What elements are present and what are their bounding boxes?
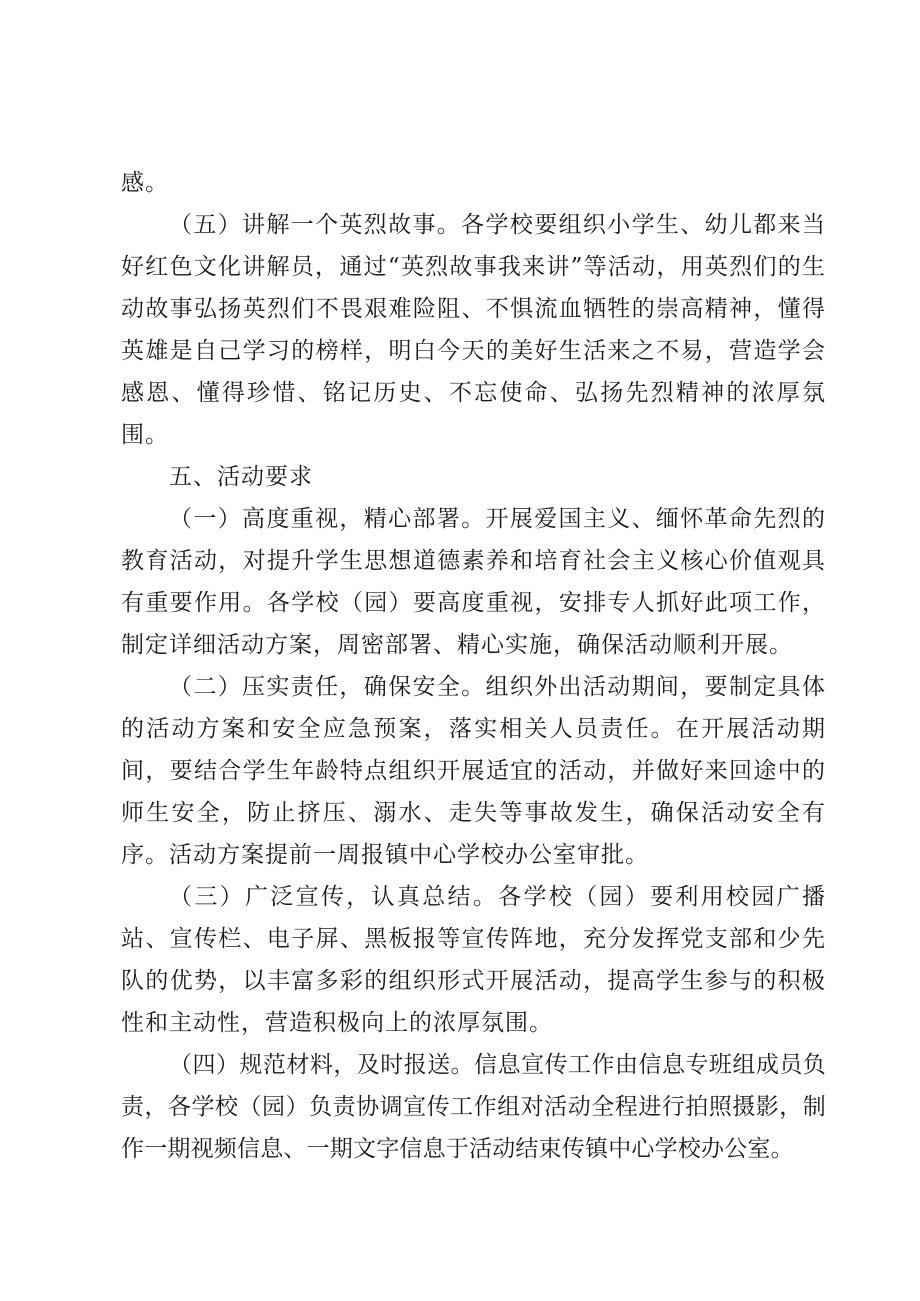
- paragraph-continuation: 感。: [121, 170, 169, 196]
- heading-activity-requirements: 五、活动要求: [169, 464, 313, 490]
- paragraph-section-5: （五）讲解一个英烈故事。各学校要组织小学生、幼儿都来当好红色文化讲解员，通过“英烈故事我来讲”等活动，用英烈们的生动故事弘扬英烈们不畏艰难险阻、不惧流血牺牲的崇高精神，懂得英雄是自己学习的榜样，明白今天的美好生活来之不易，营造学会感恩、懂得珍惜、铭记历史、不忘使命、弘扬先烈精神的浓厚氛围。: [121, 212, 826, 448]
- document-body: [121, 162, 826, 1170]
- paragraph-requirement-3: （三）广泛宣传，认真总结。各学校（园）要利用校园广播站、宣传栏、电子屏、黑板报等宣传阵地，充分发挥党支部和少先队的优势，以丰富多彩的组织形式开展活动，提高学生参与的积极性和主动性，营造积极向上的浓厚氛围。: [121, 884, 826, 1036]
- paragraph-requirement-2: （二）压实责任，确保安全。组织外出活动期间，要制定具体的活动方案和安全应急预案，落实相关人员责任。在开展活动期间，要结合学生年龄特点组织开展适宜的活动，并做好来回途中的师生安全，防止挤压、溺水、走失等事故发生，确保活动安全有序。活动方案提前一周报镇中心学校办公室审批。: [121, 674, 826, 868]
- paragraph-requirement-1: （一）高度重视，精心部署。开展爱国主义、缅怀革命先烈的教育活动，对提升学生思想道德素养和培育社会主义核心价值观具有重要作用。各学校（园）要高度重视，安排专人抓好此项工作，制定详细活动方案，周密部署、精心实施，确保活动顺利开展。: [121, 506, 826, 658]
- paragraph-requirement-4: （四）规范材料，及时报送。信息宣传工作由信息专班组成员负责，各学校（园）负责协调宣传工作组对活动全程进行拍照摄影，制作一期视频信息、一期文字信息于活动结束传镇中心学校办公室。: [121, 1052, 826, 1162]
